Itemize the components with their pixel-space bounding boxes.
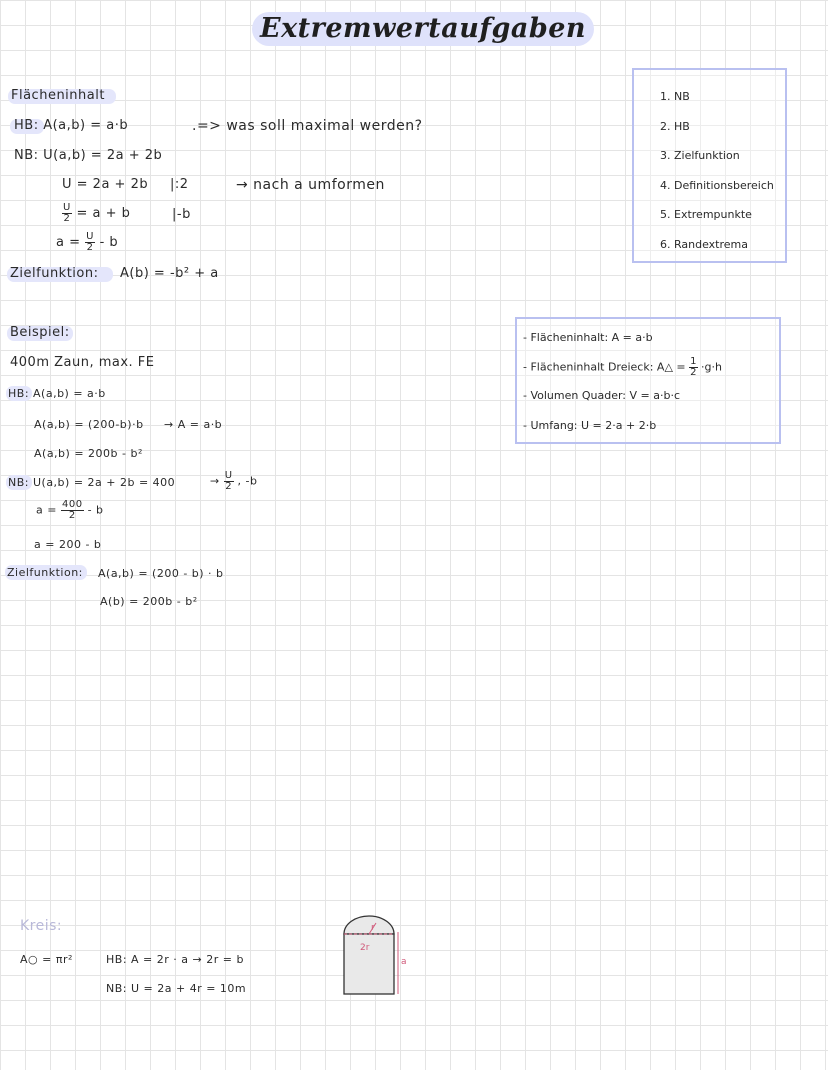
beispiel-task: 400m Zaun, max. FE [10,355,155,370]
nb-formula: NB: U(a,b) = 2a + 2b [14,148,163,163]
beispiel-a-expression: a = $\frac{400}{2}$ - b [36,499,104,521]
step-item: 4. Definitionsbereich [660,179,774,192]
step-1-operation: |:2 [170,177,189,192]
step-2-operation: |-b [172,207,191,222]
window-shape-sketch [336,908,416,998]
semicircle-shape [344,916,394,934]
zielfunktion-label: Zielfunktion: [10,266,99,281]
step-2: $\frac{U}{2}$ = a + b [63,202,131,224]
beispiel-nb: NB: U(a,b) = 2a + 2b = 400 [8,476,176,489]
step-3: a = $\frac{U}{2}$ - b [56,231,119,253]
fraction-u-over-2: $\frac{U}{2}$ [224,470,233,492]
beispiel-line-1-note: → A = a·b [164,418,223,431]
step-1-note: → nach a umformen [236,177,385,193]
beispiel-zielfunktion-label: Zielfunktion: [7,566,83,579]
steps-box [632,68,787,263]
fraction-u-over-2: $\frac{U}{2}$ [63,202,71,224]
sketch-label-r: r [371,923,375,933]
section-heading-kreis: Kreis: [20,918,63,934]
kreis-area: A○ = πr² [20,953,73,966]
kreis-hb: HB: A = 2r · a → 2r = b [106,953,244,966]
beispiel-hb: HB: A(a,b) = a·b [8,387,106,400]
step-item: 6. Randextrema [660,238,748,251]
section-heading-beispiel: Beispiel: [10,325,70,340]
beispiel-zielfunktion-1: A(a,b) = (200 - b) · b [98,567,224,580]
section-heading-flaecheninhalt: Flächeninhalt [11,88,105,103]
hb-formula: HB: A(a,b) = a·b [14,118,129,133]
page-title: Extremwertaufgaben [252,12,594,46]
question-note: .=> was soll maximal werden? [192,118,423,134]
fraction-1-over-2: $\frac{1}{2}$ [690,356,697,378]
zielfunktion-formula: A(b) = -b² + a [120,266,219,281]
formula-item: - Flächeninhalt Dreieck: A△ = $\frac{1}{2}$ ·g·h [523,356,722,378]
fraction-400-over-2: $\frac{400}{2}$ [61,499,83,521]
step-item: 1. NB [660,90,690,103]
formula-item: - Volumen Quader: V = a·b·c [523,389,680,402]
step-item: 2. HB [660,120,690,133]
step-item: 5. Extrempunkte [660,208,752,221]
kreis-nb: NB: U = 2a + 4r = 10m [106,982,247,995]
step-item: 3. Zielfunktion [660,149,740,162]
beispiel-line-1: A(a,b) = (200-b)·b [34,418,144,431]
fraction-u-over-2: $\frac{U}{2}$ [86,231,94,253]
sketch-label-2r: 2r [360,943,370,953]
beispiel-a-result: a = 200 - b [34,538,102,551]
step-1: U = 2a + 2b [62,177,149,192]
formula-item: - Flächeninhalt: A = a·b [523,331,653,344]
beispiel-zielfunktion-2: A(b) = 200b - b² [100,595,198,608]
formula-item: - Umfang: U = 2·a + 2·b [523,419,657,432]
beispiel-nb-note: → $\frac{U}{2}$ , -b [210,470,258,492]
sketch-label-a: a [401,957,407,967]
beispiel-line-2: A(a,b) = 200b - b² [34,447,143,460]
